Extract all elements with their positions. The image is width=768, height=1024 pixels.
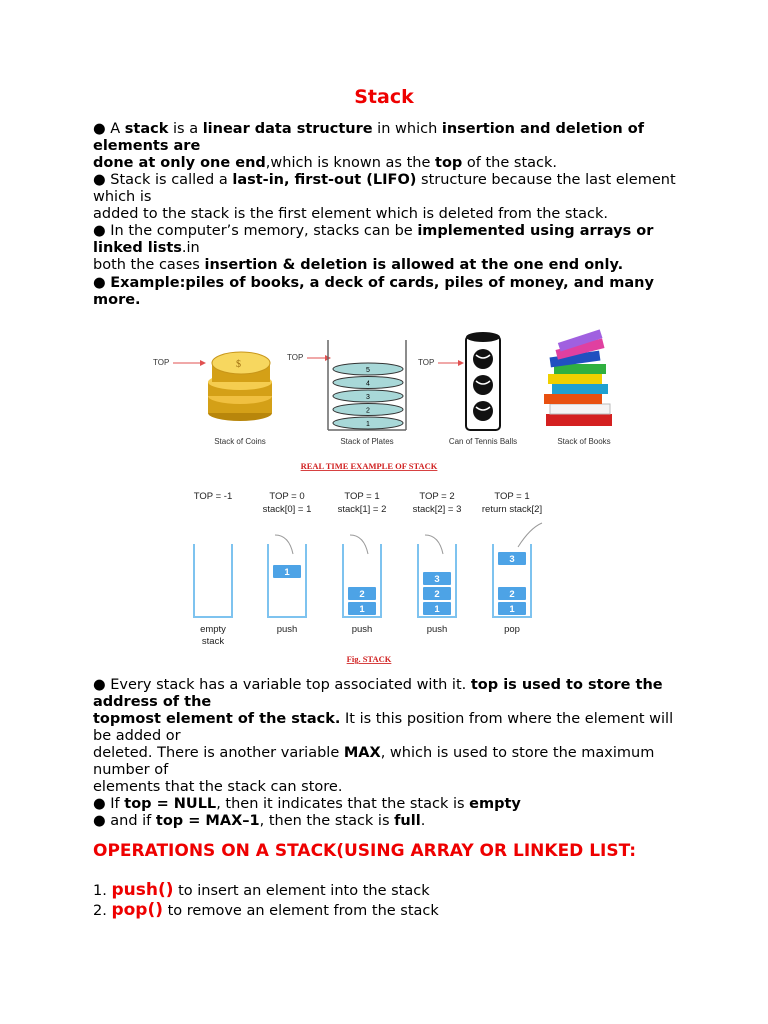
top-label: TOP (287, 353, 304, 362)
stack-container (268, 544, 306, 617)
text: If (110, 796, 125, 812)
real-time-heading: REAL TIME EXAMPLE OF STACK (300, 461, 438, 471)
text: Every stack has a variable top associated with it. (110, 677, 471, 693)
stack-element-value: 1 (509, 604, 515, 615)
bullet: ● (93, 172, 106, 188)
paragraph-empty (93, 796, 683, 813)
state-expression: return stack[2] (481, 504, 543, 515)
text: full (394, 813, 421, 829)
bullet: ● (93, 796, 106, 812)
text: both the cases (93, 257, 205, 273)
text: and if (110, 813, 156, 829)
coins-icon (208, 352, 272, 421)
arrow-icon (350, 535, 368, 554)
text: last-in, first-out (LIFO) (232, 172, 417, 188)
state-label: TOP = 0 (269, 491, 305, 502)
paragraph-example (93, 275, 683, 309)
text: implemented using arrays or linked lists (93, 223, 654, 256)
function-name: push() (111, 880, 174, 900)
bullet: ● (93, 813, 106, 829)
state-expression: stack[2] = 3 (412, 504, 462, 515)
text: insertion and deletion of elements are (93, 121, 645, 154)
state-label: TOP = 2 (419, 491, 455, 502)
stack-element-value: 1 (434, 604, 440, 615)
bullet: ● (93, 223, 106, 239)
arrow-head-icon (458, 360, 464, 366)
tennis-can-icon (466, 332, 500, 430)
paragraph-full (93, 813, 683, 830)
text: of the stack. (462, 155, 557, 171)
paragraph-lifo (93, 172, 683, 223)
text: , which is used to store the maximum number of (93, 745, 655, 778)
text: , then it indicates that the stack is (216, 796, 470, 812)
plate-label: 4 (366, 380, 370, 388)
state-caption: push (351, 624, 373, 635)
text: top = MAX–1 (155, 813, 260, 829)
tennis-caption: Can of Tennis Balls (448, 437, 518, 446)
item-text: to insert an element into the stack (173, 883, 430, 899)
text: empty (469, 796, 521, 812)
text: done at only one end (93, 155, 266, 171)
text: MAX (343, 745, 381, 761)
stack-element-value: 2 (434, 589, 440, 600)
stack-container (194, 544, 232, 617)
state-label: TOP = 1 (494, 491, 530, 502)
arrow-head-icon (200, 360, 206, 366)
svg-text:$: $ (236, 359, 241, 370)
text: top = NULL (124, 796, 217, 812)
plate-label: 2 (366, 407, 370, 415)
stack-figure (140, 328, 640, 673)
text: structure because the last element which is (93, 172, 676, 205)
plate-label: 5 (366, 367, 370, 374)
state-caption: empty (200, 624, 226, 635)
text: added to the stack is the first element which is deleted from the stack. (93, 206, 609, 222)
plate-label: 3 (366, 394, 370, 401)
operation-item (93, 900, 439, 920)
state-caption: pop (504, 624, 520, 635)
top-label: TOP (153, 358, 170, 367)
state-label: TOP = 1 (344, 491, 380, 502)
plate-label: 1 (366, 421, 370, 428)
text: ,which is known as the (265, 155, 436, 171)
operations-heading: OPERATIONS ON A STACK(USING ARRAY OR LINKED LIST: (93, 841, 637, 861)
stack-element-value: 3 (434, 574, 440, 585)
text: top is used to store the address of the (93, 677, 663, 710)
fig-caption: Fig. STACK (346, 654, 392, 664)
text: insertion & deletion is allowed at the one end only. (204, 257, 624, 273)
text: linear data structure (202, 121, 373, 137)
text: It is this position from where the element will be added or (93, 711, 674, 744)
arrow-icon (425, 535, 443, 554)
books-caption: Stack of Books (557, 437, 611, 446)
plates-caption: Stack of Plates (340, 437, 394, 446)
text: .in (181, 240, 200, 256)
stack-element-value: 3 (509, 554, 515, 565)
text: elements that the stack can store. (93, 779, 343, 795)
state-expression: stack[0] = 1 (262, 504, 312, 515)
paragraph-top-variable (93, 677, 683, 796)
books-icon (544, 329, 612, 426)
text: deleted. There is another variable (93, 745, 344, 761)
stack-diagram (194, 491, 542, 647)
bullet: ● (93, 275, 106, 291)
text: in which (372, 121, 442, 137)
text: topmost element of the stack. (93, 711, 341, 727)
page-title: Stack (354, 86, 414, 108)
top-label: TOP (418, 358, 435, 367)
text: In the computer’s memory, stacks can be (110, 223, 418, 239)
operation-item (93, 880, 430, 900)
function-name: pop() (111, 900, 164, 920)
state-caption: push (426, 624, 448, 635)
state-label: TOP = -1 (193, 491, 233, 502)
text: is a (168, 121, 203, 137)
state-expression: stack[1] = 2 (337, 504, 387, 515)
item-text: to remove an element from the stack (163, 903, 439, 919)
paragraph-memory (93, 223, 683, 274)
paragraph-definition (93, 121, 683, 172)
bullet: ● (93, 121, 106, 137)
stack-element-value: 2 (359, 589, 365, 600)
item-number: 2. (93, 903, 107, 919)
text: A (110, 121, 125, 137)
arrow-icon (518, 523, 542, 547)
text: top (435, 155, 463, 171)
bullet: ● (93, 677, 106, 693)
coins-caption: Stack of Coins (214, 437, 266, 446)
item-number: 1. (93, 883, 107, 899)
stack-element-value: 1 (359, 604, 365, 615)
text: Stack is called a (110, 172, 233, 188)
text: . (420, 813, 426, 829)
text: stack (124, 121, 169, 137)
stack-element-value: 1 (284, 567, 290, 578)
arrow-icon (275, 535, 293, 554)
state-caption: push (276, 624, 298, 635)
text: , then the stack is (259, 813, 395, 829)
stack-element-value: 2 (509, 589, 515, 600)
text: Example:piles of books, a deck of cards, piles of money, and many more. (93, 275, 654, 308)
state-caption: stack (201, 636, 225, 647)
